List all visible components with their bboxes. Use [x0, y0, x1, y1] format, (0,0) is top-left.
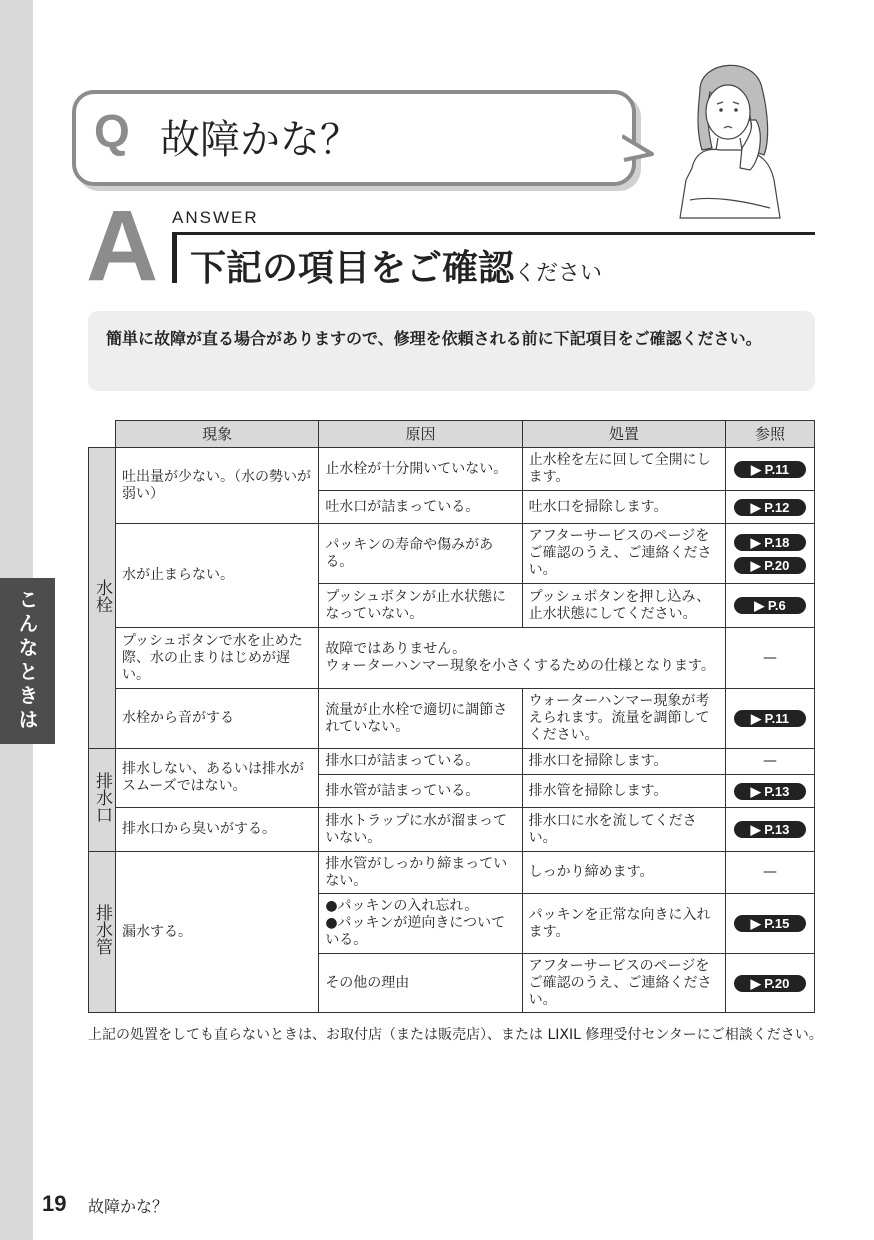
cause-cell: 排水トラップに水が溜まっていない。 — [319, 808, 522, 852]
question-title: 故障かな？ — [160, 117, 360, 163]
cause-cell: プッシュボタンが止水状態になっていない。 — [319, 584, 522, 628]
table-row — [89, 524, 815, 584]
category-faucet: 水栓 — [89, 448, 116, 749]
header-action: 処置 — [522, 421, 725, 448]
ref-cell: — — [726, 852, 815, 894]
ref-cell — [726, 894, 815, 954]
table-row — [89, 448, 815, 491]
symptom-cell: 排水口から臭いがする。 — [115, 808, 318, 852]
header-cause: 原因 — [319, 421, 522, 448]
troubleshooting-table — [88, 420, 815, 1013]
ref-link[interactable]: ▶ P.13 — [734, 783, 806, 800]
notice-box: 簡単に故障が直る場合がありますので、修理を依頼される前に下記項目をご確認ください。 — [88, 311, 815, 391]
ref-link[interactable]: ▶ P.11 — [734, 461, 806, 478]
action-cell: 吐水口を掃除します。 — [522, 491, 725, 524]
action-cell: アフターサービスのページをご確認のうえ、ご連絡ください。 — [522, 954, 725, 1013]
cause-list-item: ●パッキンが逆向きについている。 — [325, 915, 506, 948]
page-footer-title: 故障かな？ — [88, 1197, 169, 1216]
ref-cell — [726, 689, 815, 749]
ref-cell — [726, 491, 815, 524]
cause-cell: 止水栓が十分開いていない。 — [319, 448, 522, 491]
ref-link[interactable]: ▶ P.20 — [734, 557, 806, 574]
category-drain-outlet: 排水口 — [89, 749, 116, 852]
answer-letter: A — [86, 190, 159, 302]
ref-cell: — — [726, 749, 815, 775]
header-blank — [89, 421, 116, 448]
cause-cell — [319, 894, 522, 954]
header-symptom: 現象 — [115, 421, 318, 448]
ref-cell — [726, 808, 815, 852]
cause-cell: 排水口が詰まっている。 — [319, 749, 522, 775]
action-cell: 排水管を掃除します。 — [522, 775, 725, 808]
cause-cell: 排水管が詰まっている。 — [319, 775, 522, 808]
action-cell: 止水栓を左に回して全開にします。 — [522, 448, 725, 491]
category-drain-pipe: 排水管 — [89, 852, 116, 1013]
bubble-tail-icon — [622, 132, 662, 172]
symptom-cell: 吐出量が少ない。（水の勢いが弱い） — [115, 448, 318, 524]
symptom-cell: 排水しない、あるいは排水がスムーズではない。 — [115, 749, 318, 808]
action-cell: アフターサービスのページをご確認のうえ、ご連絡ください。 — [522, 524, 725, 584]
table-row — [89, 628, 815, 689]
side-tab: こんなときは — [0, 578, 55, 744]
action-cell: パッキンを正常な向きに入れます。 — [522, 894, 725, 954]
action-cell: 排水口を掃除します。 — [522, 749, 725, 775]
table-row — [89, 852, 815, 894]
answer-rule — [172, 232, 815, 235]
worried-woman-icon — [670, 50, 790, 220]
cause-cell: 排水管がしっかり締まっていない。 — [319, 852, 522, 894]
symptom-cell: 水が止まらない。 — [115, 524, 318, 628]
ref-link[interactable]: ▶ P.13 — [734, 821, 806, 838]
cause-cell: その他の理由 — [319, 954, 522, 1013]
ref-cell: — — [726, 628, 815, 689]
answer-label: ANSWER — [172, 208, 259, 227]
table-row — [89, 689, 815, 749]
question-letter: Q — [94, 105, 130, 157]
ref-link[interactable]: ▶ P.11 — [734, 710, 806, 727]
page-number: 19 — [42, 1191, 67, 1216]
ref-link[interactable]: ▶ P.12 — [734, 499, 806, 516]
answer-bar — [172, 235, 177, 283]
question-bubble — [72, 90, 636, 186]
ref-link[interactable]: ▶ P.6 — [734, 597, 806, 614]
cause-cell: 吐水口が詰まっている。 — [319, 491, 522, 524]
action-cell: ウォーターハンマー現象が考えられます。流量を調節してください。 — [522, 689, 725, 749]
symptom-cell: プッシュボタンで水を止めた際、水の止まりはじめが遅い。 — [115, 628, 318, 689]
cause-cell: 流量が止水栓で適切に調節されていない。 — [319, 689, 522, 749]
ref-cell — [726, 775, 815, 808]
ref-link[interactable]: ▶ P.15 — [734, 915, 806, 932]
answer-title-main: 下記の項目をご確認 — [190, 248, 515, 289]
cause-action-cell: 故障ではありません。 ウォーターハンマー現象を小さくするための仕様となります。 — [319, 628, 726, 689]
action-cell: 排水口に水を流してください。 — [522, 808, 725, 852]
ref-link[interactable]: ▶ P.18 — [734, 534, 806, 551]
ref-cell — [726, 524, 815, 584]
header-ref: 参照 — [726, 421, 815, 448]
table-row — [89, 808, 815, 852]
ref-cell — [726, 954, 815, 1013]
cause-list-item: ●パッキンの入れ忘れ。 — [325, 898, 479, 914]
footnote: 上記の処置をしても直らないときは、お取付店（または販売店）、または LIXIL 修理受付センターにご相談ください。 — [88, 1027, 823, 1043]
answer-title — [190, 240, 602, 291]
ref-cell — [726, 584, 815, 628]
table-header-row — [89, 421, 815, 448]
table-row — [89, 749, 815, 775]
symptom-cell: 水栓から音がする — [115, 689, 318, 749]
symptom-cell: 漏水する。 — [115, 852, 318, 1013]
ref-link[interactable]: ▶ P.20 — [734, 975, 806, 992]
answer-title-suffix: ください — [514, 261, 603, 286]
action-cell: プッシュボタンを押し込み、止水状態にしてください。 — [522, 584, 725, 628]
cause-cell: パッキンの寿命や傷みがある。 — [319, 524, 522, 584]
action-cell: しっかり締めます。 — [522, 852, 725, 894]
ref-cell — [726, 448, 815, 491]
